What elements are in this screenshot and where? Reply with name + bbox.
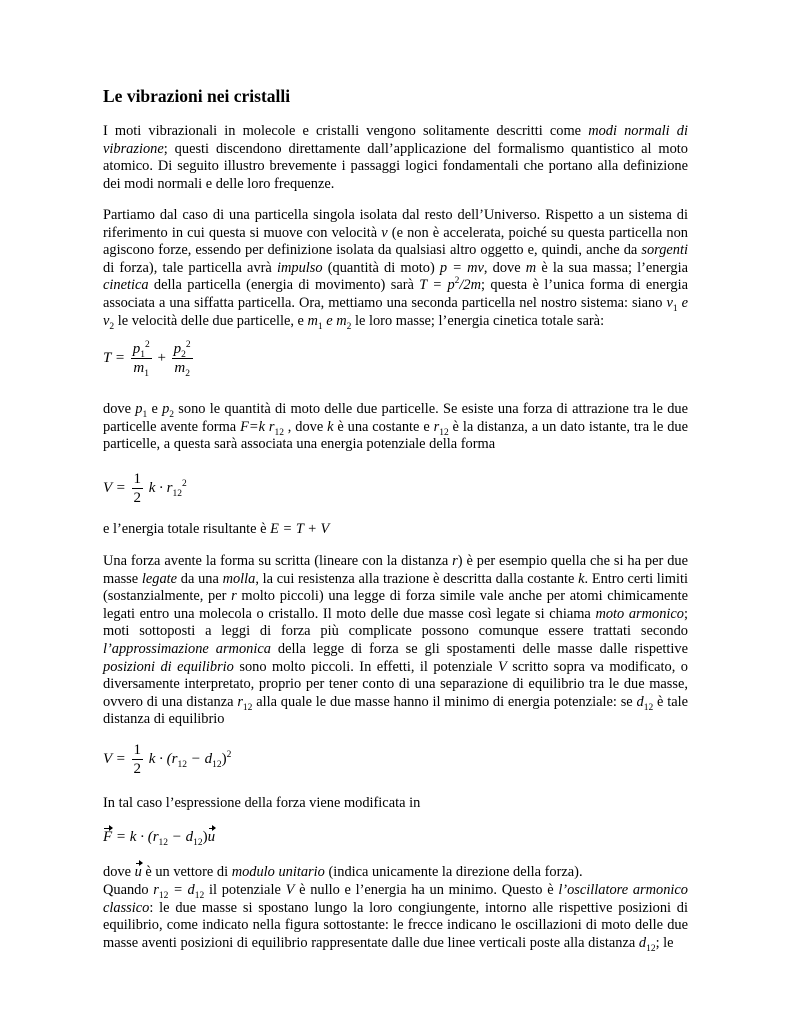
text: della legge di forza se gli spostamenti delle masse dalle rispettive — [270, 640, 689, 657]
eq-text: V = — [103, 479, 126, 496]
equation-force-vector — [103, 829, 215, 847]
text: è tale distanza di equilibrio — [103, 693, 688, 728]
text: e — [147, 401, 163, 417]
text: Quando — [103, 882, 154, 898]
text: 2 — [169, 409, 175, 420]
text: F=k r — [240, 418, 275, 435]
eq-text: − d — [187, 750, 213, 767]
text: da una — [177, 570, 223, 587]
text: , la cui resistenza alla trazione è descritta dalla costante — [255, 570, 579, 587]
text: 2 — [109, 321, 115, 332]
paragraph-intro — [103, 123, 688, 193]
text: V — [497, 658, 507, 675]
text: /2m — [459, 277, 482, 294]
text: modulo unitario — [231, 864, 325, 880]
paragraph-force-modified: In tal caso l’espressione della forza viene modificata in — [103, 795, 421, 811]
text: ; le — [655, 934, 674, 951]
text: 12 — [646, 943, 656, 954]
text: r — [433, 418, 440, 435]
paragraph-single-particle — [103, 207, 688, 330]
eq-text: ) — [202, 829, 208, 845]
eq-text: k · (r — [148, 750, 178, 767]
fraction — [131, 340, 152, 377]
fraction — [172, 340, 193, 377]
text: ; questa è l’unica forma di energia associata a una siffatta particella. Ora, mettiamo una seconda particella nel nostro sistema: siano — [103, 277, 688, 311]
text: 2 — [346, 321, 352, 332]
eq-text: 12 — [158, 838, 169, 848]
text: ; questi discendono direttamente dall’applicazione del formalismo quantistico al moto atomico. Di seguito illustro brevemente i passaggi logici fondamentali che portano alla definizione dei modi normali e delle loro frequenze. — [103, 140, 688, 192]
eq-text: 1 — [144, 369, 149, 379]
text: l’approssimazione armonica — [103, 640, 271, 657]
text: p — [162, 401, 170, 417]
text: k — [578, 570, 585, 587]
eq-text: k · r — [148, 479, 173, 496]
text: modi normali di vibrazione — [103, 123, 688, 157]
text: sorgenti — [641, 242, 688, 259]
text: Partiamo dal caso di una particella singola isolata dal resto dell’Universo. Rispetto a un sistema di riferimento in cui questa si muove con velocità — [103, 207, 688, 241]
eq-text: 1 — [133, 742, 142, 758]
text: I moti vibrazionali in molecole e cristalli vengono solitamente descritti come — [103, 123, 589, 139]
text: ; moti sottoposti a leggi di forza più complicate possono comunque essere trattati secondo — [103, 605, 688, 640]
text: è la sua massa; l’energia — [536, 259, 688, 276]
text: 1 — [142, 409, 148, 420]
text: u — [134, 864, 142, 880]
eq-text: 2 — [185, 340, 191, 350]
text: d — [638, 934, 647, 951]
fraction — [132, 470, 144, 507]
eq-text: T = — [103, 349, 125, 366]
eq-text: u — [207, 829, 216, 845]
text: alla quale le due masse hanno il minimo di energia potenziale: se — [252, 693, 637, 710]
text: legate — [141, 570, 178, 587]
paragraph-unit-vector — [103, 864, 688, 882]
text: le loro masse; l’energia cinetica totale sarà: — [351, 312, 605, 329]
text: v — [666, 294, 673, 311]
text: di forza), tale particella avrà — [103, 259, 277, 276]
text: impulso — [276, 259, 323, 276]
text: p = mv — [439, 259, 484, 276]
text: il potenziale — [204, 882, 286, 898]
text: 2 — [454, 276, 460, 287]
text: è nullo e l’energia ha un minimo. Questo è — [294, 882, 559, 898]
text: le velocità delle due particelle, e — [114, 312, 308, 329]
text: cinetica — [103, 277, 149, 294]
text: ) è per esempio quella che si ha per due masse — [103, 553, 688, 587]
eq-text: V = — [103, 750, 126, 767]
text: moto armonico — [595, 605, 684, 622]
text: p — [135, 401, 143, 417]
eq-text: 1 — [140, 350, 145, 360]
eq-text: 2 — [185, 369, 190, 379]
paragraph-oscillator — [103, 882, 688, 952]
text: , dove — [483, 259, 526, 276]
text: d — [636, 693, 644, 710]
text: della particella (energia di movimento) sarà — [148, 277, 420, 294]
paragraph-total-energy — [103, 521, 688, 539]
text: v — [381, 224, 388, 241]
text: e l’energia totale risultante è — [103, 521, 271, 537]
eq-text: ) — [221, 750, 227, 767]
text: r — [237, 693, 243, 710]
text: r — [153, 882, 159, 898]
text: k — [327, 418, 334, 435]
text: (indica unicamente la direzione della forza). — [324, 864, 583, 880]
eq-text: F — [103, 829, 113, 845]
text: e m — [322, 312, 347, 329]
text: dove — [103, 401, 136, 417]
paragraph-force — [103, 401, 688, 454]
text: r — [452, 553, 458, 569]
text: l’oscillatore armonico classico — [103, 882, 689, 916]
eq-text: 2 — [144, 340, 150, 350]
eq-text: 12 — [212, 759, 222, 770]
text: Una forza avente la forma su scritta (lineare con la distanza — [103, 553, 453, 569]
text: r — [231, 588, 237, 605]
eq-text: = k · (r — [112, 829, 159, 845]
paragraph-harmonic — [103, 553, 688, 729]
equation-potential — [103, 470, 187, 507]
document-title: Le vibrazioni nei cristalli — [103, 86, 291, 106]
text: è un vettore di — [141, 864, 232, 880]
text: molla — [222, 570, 256, 587]
eq-text: 12 — [193, 838, 203, 848]
text: posizioni di equilibrio — [103, 658, 234, 675]
text: sono molto piccoli. In effetti, il potenziale — [233, 658, 498, 675]
text: E = T + V — [270, 521, 330, 537]
text: 12 — [643, 702, 654, 713]
text: : le due masse si spostano lungo la loro congiungente, intorno alle rispettive posizioni di equilibrio, come indicato nella figura sottostante: le frecce indicano le oscillazioni di moto delle due masse aventi posizioni di equilibrio rappresentate dalle due linee verticali poste alla distanza — [103, 899, 688, 951]
eq-text: 2 — [133, 490, 142, 506]
text: V — [285, 882, 295, 898]
text: (e non è accelerata, poiché su questa particella non agiscono forze, essendo per definizione isolata da qualsiasi altro oggetto e, quindi, anche da — [103, 224, 688, 259]
fraction — [132, 741, 144, 778]
text: = d — [168, 882, 195, 898]
text: e v — [103, 294, 688, 329]
eq-text: 2 — [226, 749, 232, 760]
text: 12 — [194, 890, 205, 901]
eq-text: p — [173, 341, 182, 357]
text: dove — [103, 864, 135, 880]
text: 12 — [439, 427, 449, 438]
text: m — [525, 259, 537, 276]
eq-text: 2 — [133, 761, 142, 777]
text: (quantità di moto) — [322, 259, 440, 276]
equation-kinetic-energy — [103, 340, 195, 377]
text: 1 — [317, 321, 323, 332]
text: molto piccoli) una legge di forza simile vale anche per atomi chimicamente legati entro una molecola o cristallo. Il moto delle due masse così legate si chiama — [103, 588, 688, 622]
text: 12 — [242, 702, 253, 713]
eq-text: 12 — [177, 759, 188, 770]
eq-text: − d — [168, 829, 194, 845]
text: 12 — [158, 890, 169, 901]
text: m — [307, 312, 318, 329]
eq-text: m — [133, 360, 145, 376]
eq-text: 2 — [182, 478, 187, 489]
eq-text: 12 — [172, 488, 183, 499]
eq-text: 2 — [181, 350, 186, 360]
equation-potential-equilibrium — [103, 741, 231, 778]
text: 1 — [672, 303, 678, 314]
eq-text: + — [157, 349, 166, 366]
eq-text: 1 — [133, 471, 142, 487]
text: è la distanza, a un dato istante, tra le due particelle, a questa sarà associata una energia potenziale della forma — [103, 418, 688, 453]
text: T = p — [419, 277, 455, 294]
eq-text: m — [174, 360, 186, 376]
text: , dove — [283, 418, 328, 435]
eq-text: p — [132, 341, 141, 357]
text: 12 — [274, 427, 284, 438]
text: . Entro certi limiti (sostanzialmente, per — [103, 570, 688, 605]
text: scritto sopra va modificato, o diversamente interpretato, proprio per tener conto di una separazione di equilibrio tra le due masse, ovvero di una distanza — [103, 658, 688, 710]
text: sono le quantità di moto delle due particelle. Se esiste una forza di attrazione tra le due particelle avente forma — [103, 401, 688, 435]
text: è una costante e — [333, 418, 434, 435]
